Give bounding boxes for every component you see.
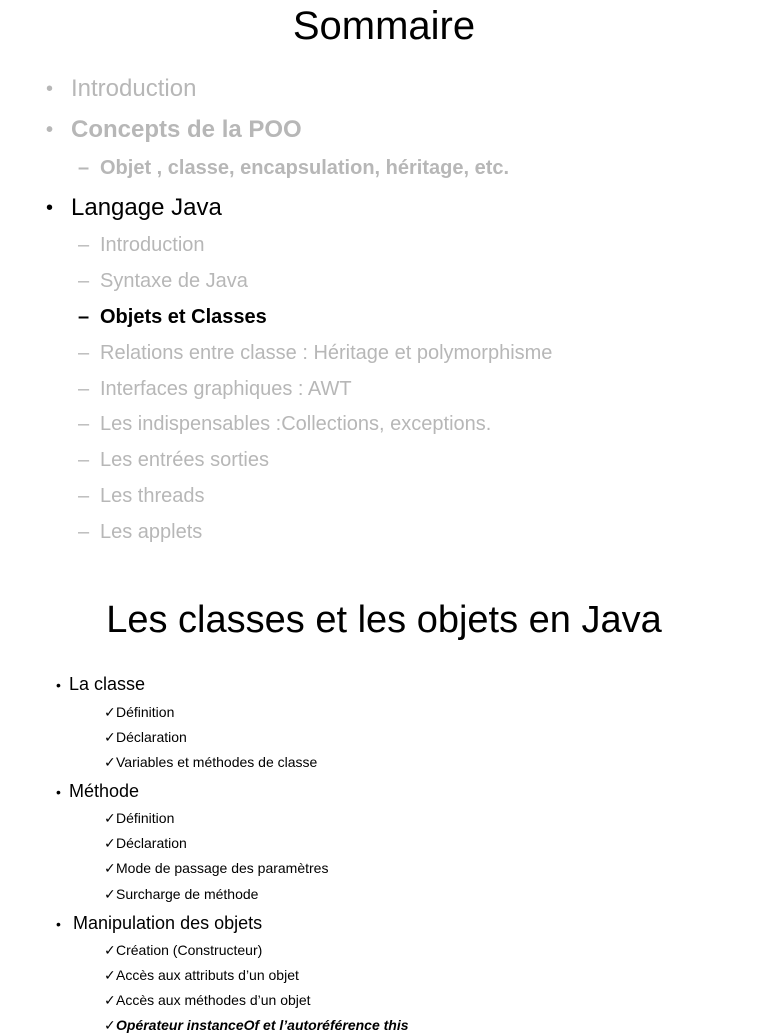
dash-icon: – bbox=[78, 485, 90, 507]
dash-icon: – bbox=[78, 306, 90, 328]
checkmark-icon: ✓ bbox=[104, 729, 116, 745]
checkmark-icon: ✓ bbox=[104, 942, 116, 958]
dash-icon: – bbox=[78, 413, 90, 435]
slide-classes-objets: Les classes et les objets en Java • La classe ✓Définition ✓Déclaration ✓Variables et méthodes de classe • Méthode ✓Définition ✓Déclaration ✓Mode de passage des paramètres ✓Surcharge de méthode • Manipulation des objets ✓Création (Constructeur) ✓Accès aux attributs d’un objet ✓Accès aux méthodes d’un objet ✓Opérateur instanceOf et l’autoréférence this bbox=[0, 575, 768, 1024]
checkmark-icon: ✓ bbox=[104, 835, 116, 851]
list-item: ✓Variables et méthodes de classe bbox=[104, 754, 318, 770]
list-item: ✓Définition bbox=[104, 810, 175, 826]
checkmark-icon: ✓ bbox=[104, 886, 116, 902]
dash-icon: – bbox=[78, 270, 90, 292]
dash-icon: – bbox=[78, 157, 90, 179]
checkmark-icon: ✓ bbox=[104, 992, 116, 1008]
list-item: ✓Déclaration bbox=[104, 729, 187, 745]
bullet-icon: • bbox=[46, 78, 54, 100]
checkmark-icon: ✓ bbox=[104, 754, 116, 770]
bullet-icon: • bbox=[46, 119, 54, 141]
list-item: ✓Création (Constructeur) bbox=[104, 942, 263, 958]
slide-title: Les classes et les objets en Java bbox=[106, 599, 662, 641]
dash-icon: – bbox=[78, 449, 90, 471]
checkmark-icon: ✓ bbox=[104, 860, 116, 876]
checkmark-icon: ✓ bbox=[104, 1017, 116, 1033]
dash-icon: – bbox=[78, 234, 90, 256]
bullet-icon: • bbox=[46, 197, 54, 219]
dash-icon: – bbox=[78, 521, 90, 543]
list-item: ✓Mode de passage des paramètres bbox=[104, 860, 329, 876]
list-item: ✓Accès aux méthodes d’un objet bbox=[104, 992, 311, 1008]
list-item: ✓Accès aux attributs d’un objet bbox=[104, 967, 299, 983]
checkmark-icon: ✓ bbox=[104, 967, 116, 983]
checkmark-icon: ✓ bbox=[104, 704, 116, 720]
bullet-icon: • bbox=[56, 784, 61, 800]
list-item: ✓Opérateur instanceOf et l’autoréférence this bbox=[104, 1017, 409, 1033]
bullet-icon: • bbox=[56, 916, 61, 932]
bullet-icon: • bbox=[56, 677, 61, 693]
list-item: ✓Surcharge de méthode bbox=[104, 886, 259, 902]
dash-icon: – bbox=[78, 378, 90, 400]
list-item: ✓Déclaration bbox=[104, 835, 187, 851]
slide-title: Sommaire bbox=[292, 4, 476, 48]
checkmark-icon: ✓ bbox=[104, 810, 116, 826]
dash-icon: – bbox=[78, 342, 90, 364]
slide-sommaire: Sommaire • Introduction • Concepts de la POO – Objet , classe, encapsulation, héritage, etc. • Langage Java – Introduction – Syntaxe de Java – Objets et Classes – Relations entre classe : Héritage et polymorphisme – Interfaces graphiques : AWT – Les indispensables :Collections, exceptions. – Les entrées sorties – Les threads – Les applets bbox=[0, 0, 768, 575]
list-item: ✓Définition bbox=[104, 704, 175, 720]
